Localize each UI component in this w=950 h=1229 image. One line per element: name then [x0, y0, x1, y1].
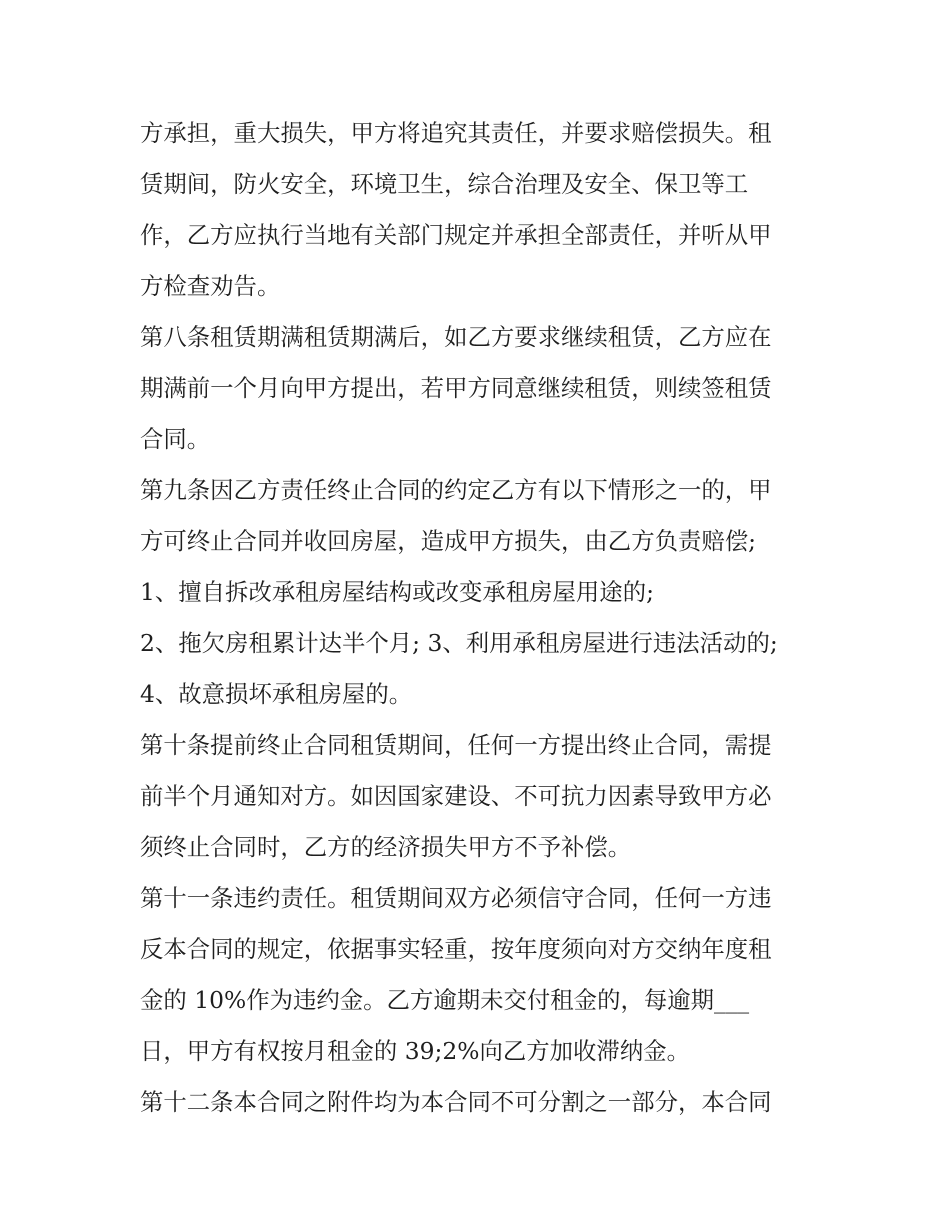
text-line: 1、擅自拆改承租房屋结构或改变承租房屋用途的; — [140, 578, 654, 606]
text-line: 前半个月通知对方。如因国家建设、不可抗力因素导致甲方必 — [140, 782, 772, 810]
text-line: 第九条因乙方责任终止合同的约定乙方有以下情形之一的，甲 — [140, 476, 772, 504]
text-line: 第十一条违约责任。租赁期间双方必须信守合同，任何一方违 — [140, 884, 772, 912]
text-line: 期满前一个月向甲方提出，若甲方同意继续租赁，则续签租赁 — [140, 374, 772, 402]
text-line: 2、拖欠房租累计达半个月; 3、利用承租房屋进行违法活动的; — [140, 629, 778, 657]
text-line: 方承担，重大损失，甲方将追究其责任，并要求赔偿损失。租 — [140, 119, 772, 147]
document-body — [140, 108, 820, 1128]
text-line: 合同。 — [140, 425, 211, 453]
text-line: 第八条租赁期满租赁期满后，如乙方要求继续租赁，乙方应在 — [140, 323, 772, 351]
text-line: 金的 10%作为违约金。乙方逾期未交付租金的，每逾期___ — [140, 986, 750, 1014]
text-line: 须终止合同时，乙方的经济损失甲方不予补偿。 — [140, 833, 632, 861]
text-line: 日，甲方有权按月租金的 39;2%向乙方加收滞纳金。 — [140, 1037, 690, 1065]
text-line: 第十条提前终止合同租赁期间，任何一方提出终止合同，需提 — [140, 731, 772, 759]
text-line: 方可终止合同并收回房屋，造成甲方损失，由乙方负责赔偿; — [140, 527, 757, 555]
text-line: 第十二条本合同之附件均为本合同不可分割之一部分，本合同 — [140, 1088, 772, 1116]
text-line: 反本合同的规定，依据事实轻重，按年度须向对方交纳年度租 — [140, 935, 772, 963]
text-line: 赁期间，防火安全，环境卫生，综合治理及安全、保卫等工 — [140, 170, 749, 198]
text-line: 作，乙方应执行当地有关部门规定并承担全部责任，并听从甲 — [140, 221, 772, 249]
text-line: 4、故意损坏承租房屋的。 — [140, 680, 413, 708]
text-line: 方检查劝告。 — [140, 272, 281, 300]
